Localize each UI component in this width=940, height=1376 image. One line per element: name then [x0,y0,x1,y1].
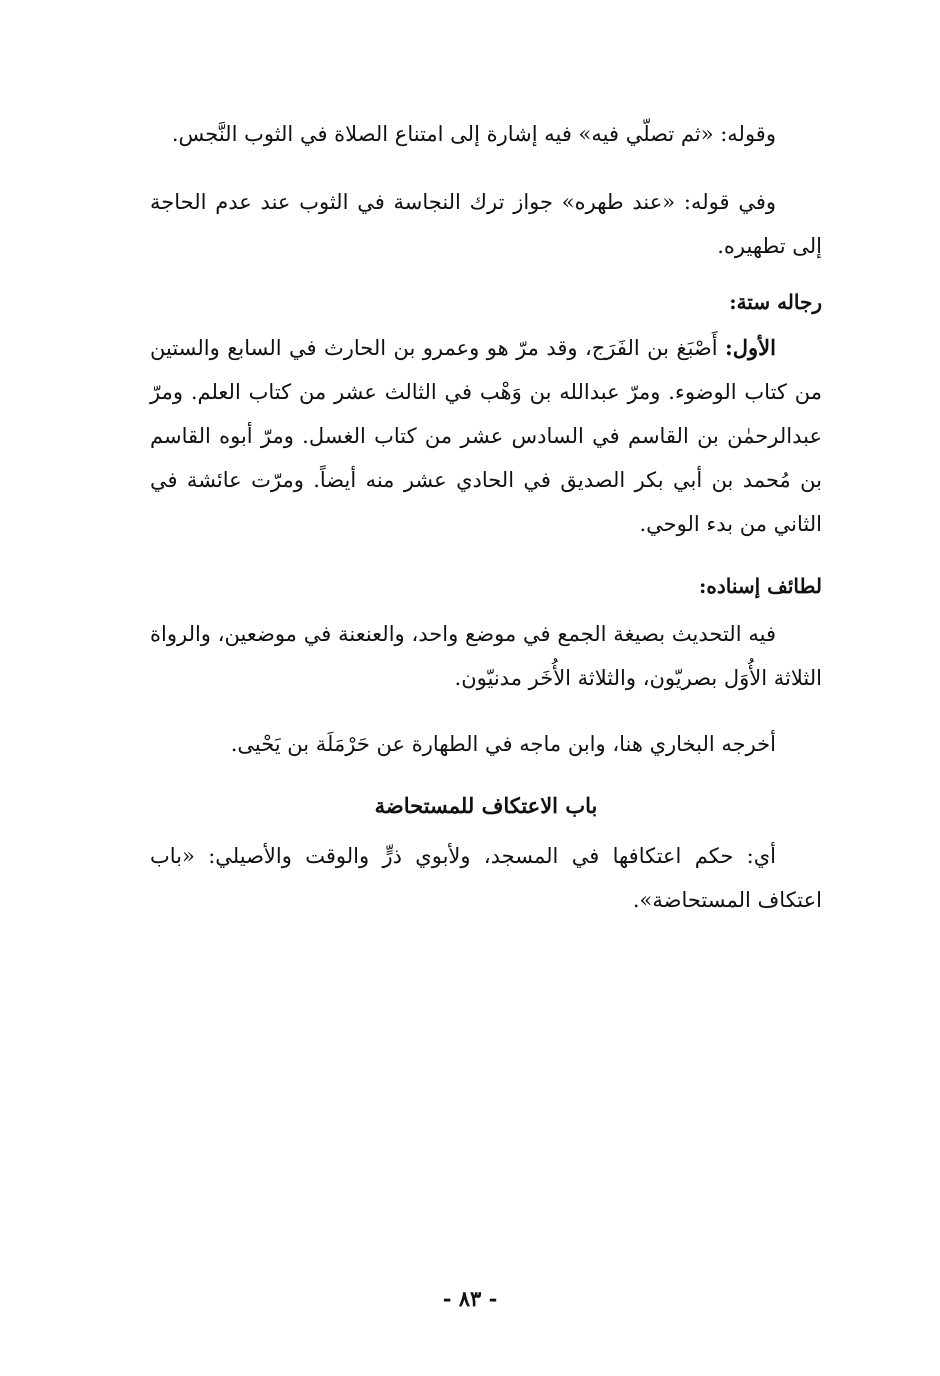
paragraph-text: أي: حكم اعتكافها في المسجد، ولأبوي ذرٍّ والوقت والأصيلي: «باب اعتكاف المستحاضة». [150,844,822,912]
heading-text: لطائف إسناده: [698,574,822,598]
paragraph-isnad-details [150,612,822,700]
section-heading-isnad-subtleties [150,564,822,608]
lead-label: الأول: [725,335,776,360]
paragraph-text: أخرجه البخاري هنا، وابن ماجه في الطهارة عن حَرْمَلَة بن يَحْيى. [230,732,776,756]
paragraph-text: وقوله: «ثم تصلّي فيه» فيه إشارة إلى امتناع الصلاة في الثوب النَّجس. [171,122,776,146]
paragraph-text [150,326,822,546]
paragraph-text: فيه التحديث بصيغة الجمع في موضع واحد، والعنعنة في موضعين، والرواة الثلاثة الأُوَل بصريّون، والثلاثة الأُخَر مدنيّون. [150,622,822,690]
narrators-text: أَصْبَغ بن الفَرَج، وقد مرّ هو وعمرو بن الحارث في السابع والستين من كتاب الوضوء. ومرّ عبدالله بن وَهْب في الثالث عشر من كتاب العلم. ومرّ عبدالرحمٰن بن القاسم في السادس عشر من كتاب الغسل. ومرّ أبوه القاسم بن مُحمد بن أبي بكر الصديق في الحادي عشر منه أيضاً. ومرّت عائشة في الثاني من بدء الوحي. [150,336,822,536]
paragraph-text: وفي قوله: «عند طهره» جواز ترك النجاسة في الثوب عند عدم الحاجة إلى تطهيره. [150,190,822,258]
paragraph-takhrij [150,722,822,766]
chapter-title: باب الاعتكاف للمستحاضة [374,793,598,818]
paragraph-leaving-impurity [150,180,822,268]
paragraph-prayer-in-impure-garment [150,112,822,156]
page-number: - ٨٣ - [442,1286,498,1311]
paragraph-chapter-explanation [150,834,822,922]
section-heading-narrators [150,280,822,324]
paragraph-narrators-list [150,326,822,546]
heading-text: رجاله ستة: [729,290,822,314]
